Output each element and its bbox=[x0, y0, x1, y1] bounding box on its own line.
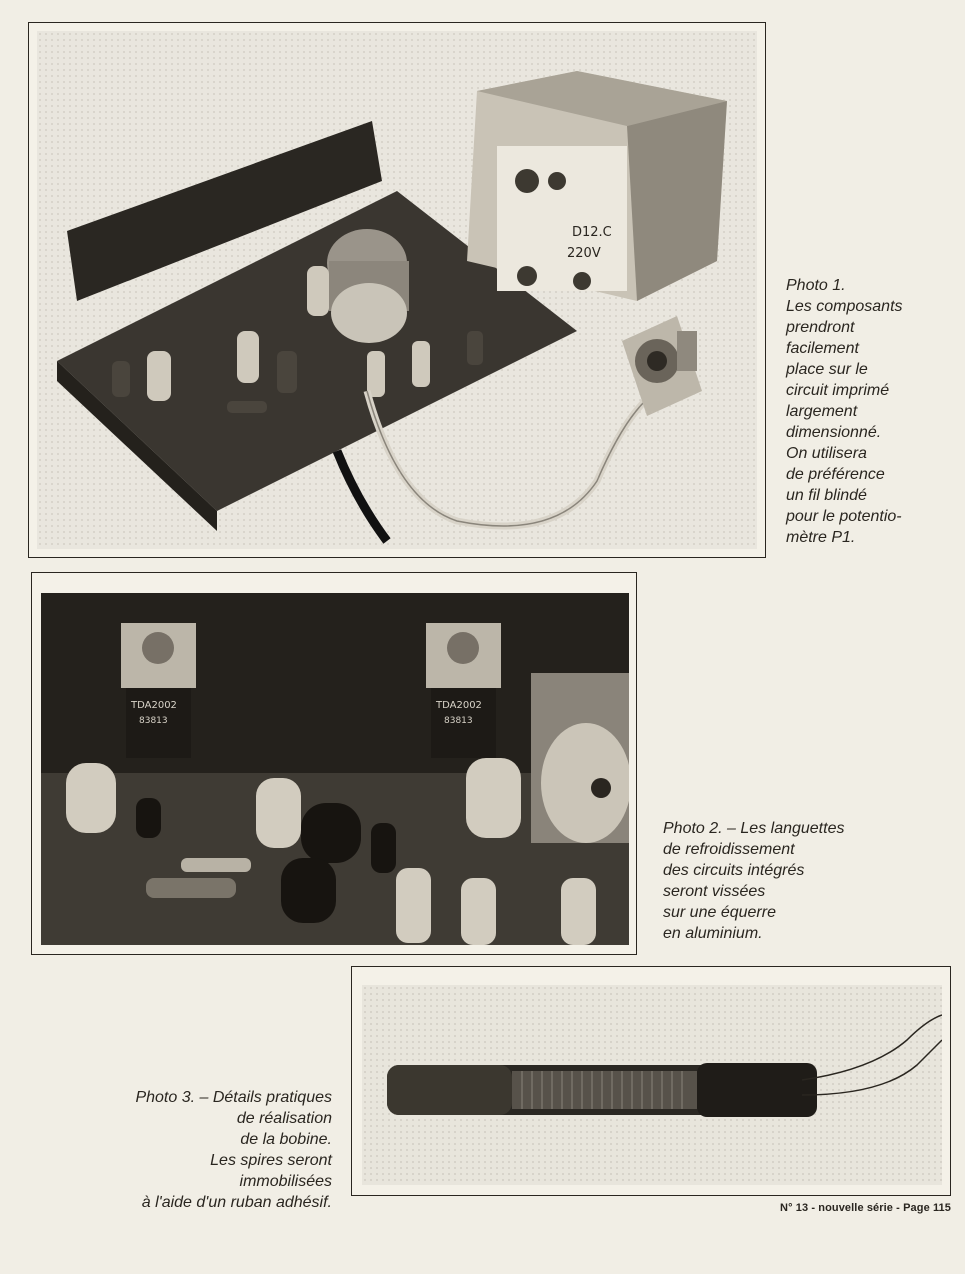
caption-line: en aluminium. bbox=[663, 925, 763, 942]
chip-2-code: 83813 bbox=[444, 716, 473, 726]
caption-line: On utilisera bbox=[786, 445, 867, 462]
photo-1-caption bbox=[786, 275, 903, 548]
caption-line: mètre P1. bbox=[786, 529, 856, 546]
caption-line: Les composants bbox=[786, 298, 903, 315]
caption-line: à l'aide d'un ruban adhésif. bbox=[141, 1194, 332, 1211]
photo-2-caption bbox=[663, 818, 844, 944]
chip-1-label: TDA2002 bbox=[131, 700, 177, 711]
caption-line: sur une équerre bbox=[663, 904, 776, 921]
caption-line: de refroidissement bbox=[663, 841, 795, 858]
caption-line: Photo 1. bbox=[786, 277, 846, 294]
caption-line: prendront bbox=[786, 319, 855, 336]
caption-line: seront vissées bbox=[663, 883, 766, 900]
chip-2-label: TDA2002 bbox=[436, 700, 482, 711]
caption-line: un fil blindé bbox=[786, 487, 867, 504]
transformer-label-2: 220V bbox=[567, 246, 601, 261]
photo-1-image bbox=[37, 31, 757, 549]
transformer-label-1: D12.C bbox=[572, 225, 612, 240]
photo-3-frame bbox=[351, 966, 951, 1196]
photo-2-frame bbox=[31, 572, 637, 955]
photo-3-image bbox=[362, 985, 942, 1185]
caption-line: de la bobine. bbox=[240, 1131, 332, 1148]
caption-line: dimensionné. bbox=[786, 424, 882, 441]
caption-line: place sur le bbox=[786, 361, 868, 378]
caption-line: des circuits intégrés bbox=[663, 862, 805, 879]
caption-line: Photo 3. – Détails pratiques bbox=[135, 1089, 332, 1106]
caption-line: de préférence bbox=[786, 466, 885, 483]
caption-line: facilement bbox=[786, 340, 859, 357]
caption-line: pour le potentio- bbox=[786, 508, 902, 525]
photo-1-frame bbox=[28, 22, 766, 558]
caption-line: circuit imprimé bbox=[786, 382, 890, 399]
caption-line: immobilisées bbox=[239, 1173, 332, 1190]
page-footer: N° 13 - nouvelle série - Page 115 bbox=[780, 1202, 951, 1214]
caption-line: Les spires seront bbox=[210, 1152, 332, 1169]
photo-2-image bbox=[41, 593, 629, 945]
caption-line: de réalisation bbox=[236, 1110, 332, 1127]
chip-1-code: 83813 bbox=[139, 716, 168, 726]
caption-line: Photo 2. – Les languettes bbox=[663, 820, 845, 837]
caption-line: largement bbox=[786, 403, 858, 420]
photo-3-caption bbox=[135, 1087, 332, 1213]
